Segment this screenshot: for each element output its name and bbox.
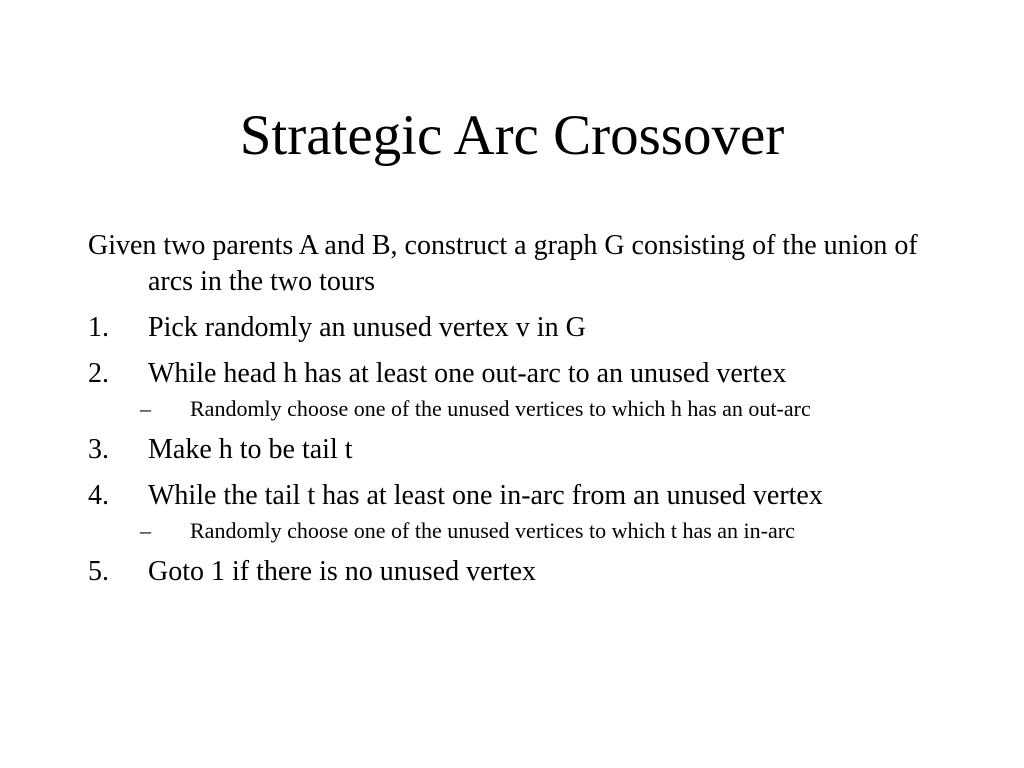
slide-title: Strategic Arc Crossover	[239, 104, 785, 167]
dash-bullet: –	[140, 518, 151, 543]
list-number: 4.	[88, 480, 109, 511]
list-text: While head h has at least one out-arc to an unused vertex	[148, 358, 787, 389]
list-item-1	[88, 310, 948, 346]
list-item-3	[88, 432, 948, 468]
sub-text: Randomly choose one of the unused vertices to which h has an out-arc	[190, 396, 811, 421]
list-text: Pick randomly an unused vertex v in G	[148, 312, 586, 343]
list-item-4	[88, 478, 948, 514]
slide-body	[88, 228, 948, 590]
list-number: 2.	[88, 358, 109, 389]
sub-item-2-1	[88, 394, 948, 424]
list-text: Make h to be tail t	[148, 434, 353, 465]
intro-paragraph: Given two parents A and B, construct a graph G consisting of the union of arcs in the two tours	[88, 230, 918, 297]
list-item-2	[88, 356, 948, 392]
dash-bullet: –	[140, 396, 151, 421]
list-item-5	[88, 554, 948, 590]
list-text: Goto 1 if there is no unused vertex	[148, 556, 537, 587]
list-number: 1.	[88, 312, 109, 343]
sub-item-4-1	[88, 516, 948, 546]
list-text: While the tail t has at least one in-arc from an unused vertex	[148, 480, 823, 511]
sub-text: Randomly choose one of the unused vertices to which t has an in-arc	[190, 518, 795, 543]
list-number: 3.	[88, 434, 109, 465]
list-number: 5.	[88, 556, 109, 587]
